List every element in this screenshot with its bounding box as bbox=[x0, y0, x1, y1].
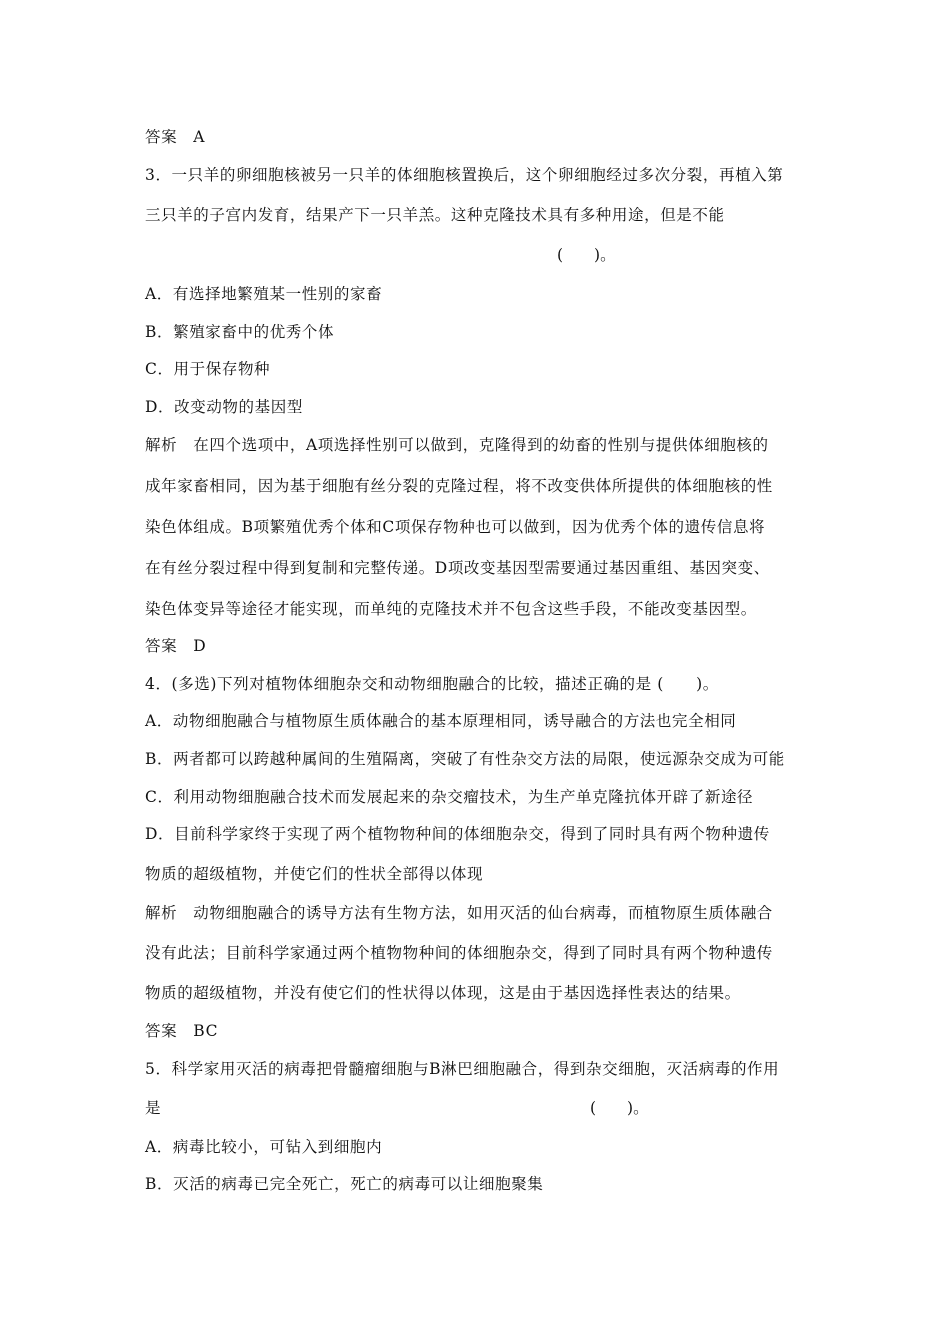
q5-stem-line-2: 是 bbox=[145, 1099, 162, 1117]
q3-analysis-line-4: 在有丝分裂过程中得到复制和完整传递。D项改变基因型需要通过基因重组、基因突变、 bbox=[145, 559, 770, 577]
q4-analysis-line-1: 解析 动物细胞融合的诱导方法有生物方法，如用灭活的仙台病毒，而植物原生质体融合 bbox=[145, 904, 773, 922]
q5-answer-parentheses: ( )。 bbox=[590, 1099, 649, 1117]
q4-option-c: C．利用动物细胞融合技术而发展起来的杂交瘤技术，为生产单克隆抗体开辟了新途径 bbox=[145, 788, 754, 806]
q4-option-d-line-2: 物质的超级植物，并使它们的性状全部得以体现 bbox=[145, 865, 484, 883]
q3-stem-line-2: 三只羊的子宫内发育，结果产下一只羊羔。这种克隆技术具有多种用途，但是不能 bbox=[145, 206, 725, 224]
q3-analysis-line-5: 染色体变异等途径才能实现，而单纯的克隆技术并不包含这些手段，不能改变基因型。 bbox=[145, 600, 757, 618]
q3-analysis-line-2: 成年家畜相同，因为基于细胞有丝分裂的克隆过程，将不改变供体所提供的体细胞核的性 bbox=[145, 477, 773, 495]
answer-q3: 答案 D bbox=[145, 637, 207, 655]
q3-option-a: A．有选择地繁殖某一性别的家畜 bbox=[145, 285, 383, 303]
q3-option-d: D．改变动物的基因型 bbox=[145, 398, 303, 416]
q3-option-c: C．用于保存物种 bbox=[145, 360, 271, 378]
q4-option-a: A．动物细胞融合与植物原生质体融合的基本原理相同，诱导融合的方法也完全相同 bbox=[145, 712, 737, 730]
q4-analysis-line-3: 物质的超级植物，并没有使它们的性状得以体现，这是由于基因选择性表达的结果。 bbox=[145, 984, 741, 1002]
q3-analysis-line-3: 染色体组成。B项繁殖优秀个体和C项保存物种也可以做到，因为优秀个体的遗传信息将 bbox=[145, 518, 766, 536]
q3-analysis-line-1: 解析 在四个选项中，A项选择性别可以做到，克隆得到的幼畜的性别与提供体细胞核的 bbox=[145, 436, 769, 454]
q5-stem-line-1: 5．科学家用灭活的病毒把骨髓瘤细胞与B淋巴细胞融合，得到杂交细胞，灭活病毒的作用 bbox=[145, 1060, 780, 1078]
answer-q4: 答案 BC bbox=[145, 1022, 219, 1040]
q3-option-b: B．繁殖家畜中的优秀个体 bbox=[145, 323, 335, 341]
q4-stem: 4．(多选)下列对植物体细胞杂交和动物细胞融合的比较，描述正确的是 ( )。 bbox=[145, 675, 719, 693]
q3-answer-parentheses: ( )。 bbox=[557, 246, 616, 264]
q5-option-a: A．病毒比较小，可钻入到细胞内 bbox=[145, 1138, 383, 1156]
q3-stem-line-1: 3．一只羊的卵细胞核被另一只羊的体细胞核置换后，这个卵细胞经过多次分裂，再植入第 bbox=[145, 166, 784, 184]
q4-analysis-line-2: 没有此法；目前科学家通过两个植物物种间的体细胞杂交，得到了同时具有两个物种遗传 bbox=[145, 944, 773, 962]
answer-q2: 答案 A bbox=[145, 128, 206, 146]
q5-option-b: B．灭活的病毒已完全死亡，死亡的病毒可以让细胞聚集 bbox=[145, 1175, 544, 1193]
q4-option-b: B．两者都可以跨越种属间的生殖隔离，突破了有性杂交方法的局限，使远源杂交成为可能 bbox=[145, 750, 785, 768]
q4-option-d-line-1: D．目前科学家终于实现了两个植物物种间的体细胞杂交，得到了同时具有两个物种遗传 bbox=[145, 825, 770, 843]
